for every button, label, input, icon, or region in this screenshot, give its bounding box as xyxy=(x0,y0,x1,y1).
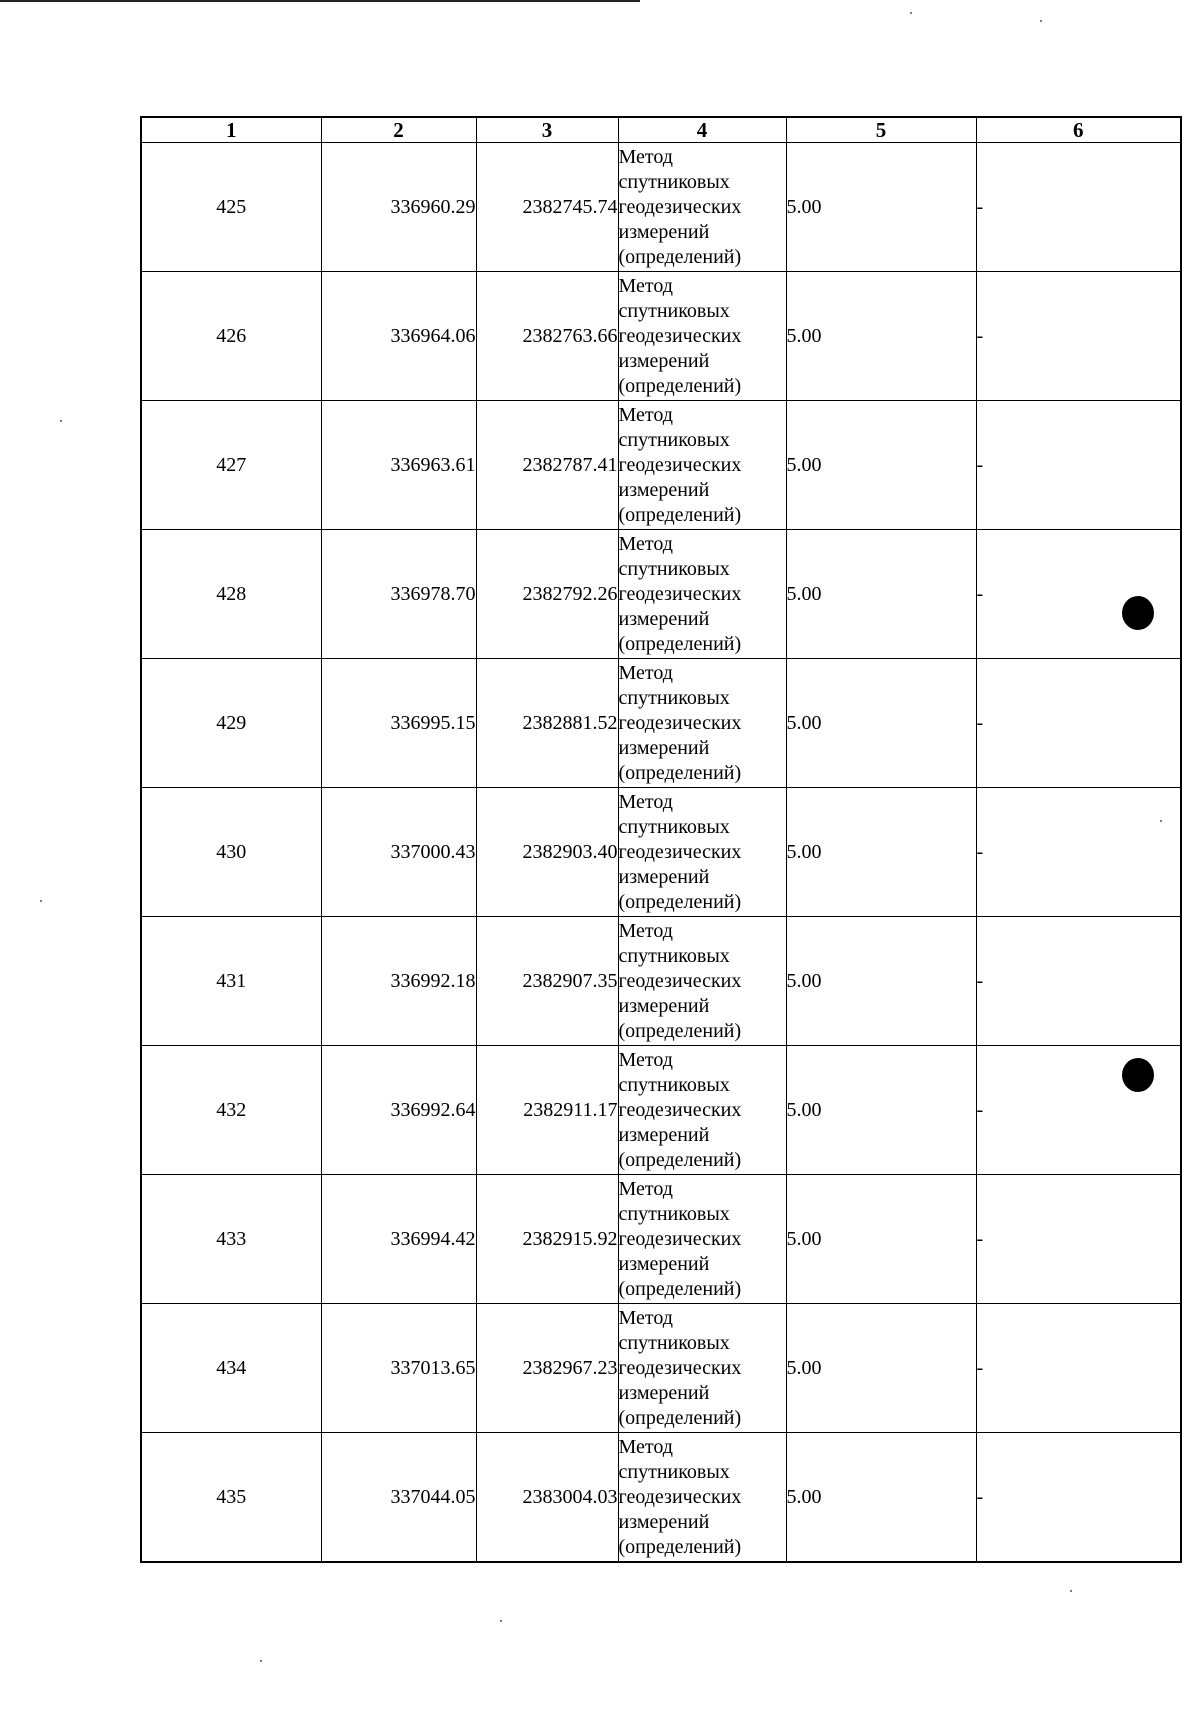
method-line: геодезических xyxy=(618,711,742,734)
table-row xyxy=(141,1046,1181,1175)
method-line: геодезических xyxy=(618,195,742,218)
note-cell: - xyxy=(976,659,1181,788)
table-row xyxy=(141,143,1181,272)
y-coordinate-cell: 2382763.66 xyxy=(476,272,618,401)
accuracy-cell: 5.00 xyxy=(786,1046,976,1175)
method-line: измерений xyxy=(618,607,710,630)
method-line: измерений xyxy=(618,1510,710,1533)
method-line: спутниковых xyxy=(618,944,730,967)
method-line: (определений) xyxy=(618,632,742,655)
y-coordinate-cell: 2382911.17 xyxy=(476,1046,618,1175)
table-row xyxy=(141,917,1181,1046)
y-coordinate-cell: 2382787.41 xyxy=(476,401,618,530)
accuracy-cell: 5.00 xyxy=(786,1433,976,1563)
y-coordinate-cell: 2382745.74 xyxy=(476,143,618,272)
accuracy-cell: 5.00 xyxy=(786,1175,976,1304)
note-cell: - xyxy=(976,143,1181,272)
method-line: спутниковых xyxy=(618,170,730,193)
method-line: геодезических xyxy=(618,324,742,347)
table-row xyxy=(141,401,1181,530)
method-line: спутниковых xyxy=(618,1202,730,1225)
x-coordinate-cell: 336994.42 xyxy=(321,1175,476,1304)
x-coordinate-cell: 337044.05 xyxy=(321,1433,476,1563)
scan-speck xyxy=(1040,20,1042,22)
x-coordinate-cell: 336995.15 xyxy=(321,659,476,788)
column-header: 1 xyxy=(141,117,321,143)
table-row xyxy=(141,530,1181,659)
method-line: геодезических xyxy=(618,969,742,992)
coordinates-table xyxy=(140,116,1182,1563)
method-line: спутниковых xyxy=(618,428,730,451)
x-coordinate-cell: 336960.29 xyxy=(321,143,476,272)
method-line: геодезических xyxy=(618,1485,742,1508)
scan-speck xyxy=(500,1620,502,1622)
table-body xyxy=(141,143,1181,1563)
accuracy-cell: 5.00 xyxy=(786,659,976,788)
note-cell: - xyxy=(976,272,1181,401)
method-cell xyxy=(618,272,786,401)
note-cell: - xyxy=(976,1304,1181,1433)
method-line: Метод xyxy=(618,532,673,555)
column-header: 2 xyxy=(321,117,476,143)
method-cell xyxy=(618,401,786,530)
point-number-cell: 433 xyxy=(141,1175,321,1304)
y-coordinate-cell: 2383004.03 xyxy=(476,1433,618,1563)
method-line: измерений xyxy=(618,349,710,372)
method-line: Метод xyxy=(618,1435,673,1458)
table-row xyxy=(141,1175,1181,1304)
method-line: (определений) xyxy=(618,374,742,397)
accuracy-cell: 5.00 xyxy=(786,788,976,917)
method-line: Метод xyxy=(618,790,673,813)
method-line: геодезических xyxy=(618,582,742,605)
ink-blot xyxy=(1122,596,1154,630)
method-line: Метод xyxy=(618,1177,673,1200)
x-coordinate-cell: 336978.70 xyxy=(321,530,476,659)
method-line: геодезических xyxy=(618,840,742,863)
top-scan-edge-line xyxy=(0,0,640,2)
note-cell: - xyxy=(976,788,1181,917)
column-header: 6 xyxy=(976,117,1181,143)
y-coordinate-cell: 2382792.26 xyxy=(476,530,618,659)
method-line: Метод xyxy=(618,145,673,168)
point-number-cell: 426 xyxy=(141,272,321,401)
y-coordinate-cell: 2382915.92 xyxy=(476,1175,618,1304)
method-line: спутниковых xyxy=(618,1331,730,1354)
y-coordinate-cell: 2382881.52 xyxy=(476,659,618,788)
method-line: Метод xyxy=(618,403,673,426)
method-line: геодезических xyxy=(618,1356,742,1379)
method-line: Метод xyxy=(618,661,673,684)
accuracy-cell: 5.00 xyxy=(786,143,976,272)
table-row xyxy=(141,272,1181,401)
x-coordinate-cell: 336963.61 xyxy=(321,401,476,530)
method-line: (определений) xyxy=(618,1406,742,1429)
method-cell xyxy=(618,788,786,917)
method-line: спутниковых xyxy=(618,815,730,838)
column-header: 4 xyxy=(618,117,786,143)
method-line: измерений xyxy=(618,220,710,243)
method-line: (определений) xyxy=(618,503,742,526)
x-coordinate-cell: 336992.18 xyxy=(321,917,476,1046)
x-coordinate-cell: 336992.64 xyxy=(321,1046,476,1175)
method-line: Метод xyxy=(618,1306,673,1329)
method-line: измерений xyxy=(618,1123,710,1146)
point-number-cell: 430 xyxy=(141,788,321,917)
point-number-cell: 425 xyxy=(141,143,321,272)
table-row xyxy=(141,1433,1181,1563)
method-line: измерений xyxy=(618,865,710,888)
point-number-cell: 428 xyxy=(141,530,321,659)
method-line: геодезических xyxy=(618,1098,742,1121)
y-coordinate-cell: 2382903.40 xyxy=(476,788,618,917)
point-number-cell: 429 xyxy=(141,659,321,788)
method-cell xyxy=(618,530,786,659)
point-number-cell: 434 xyxy=(141,1304,321,1433)
method-line: (определений) xyxy=(618,1535,742,1558)
accuracy-cell: 5.00 xyxy=(786,401,976,530)
method-line: измерений xyxy=(618,994,710,1017)
accuracy-cell: 5.00 xyxy=(786,272,976,401)
method-line: Метод xyxy=(618,1048,673,1071)
method-line: (определений) xyxy=(618,890,742,913)
accuracy-cell: 5.00 xyxy=(786,917,976,1046)
column-header: 3 xyxy=(476,117,618,143)
method-cell xyxy=(618,1304,786,1433)
method-cell xyxy=(618,143,786,272)
scan-speck xyxy=(910,12,912,14)
header-row xyxy=(141,117,1181,143)
method-line: Метод xyxy=(618,919,673,942)
method-line: измерений xyxy=(618,1381,710,1404)
table-header xyxy=(141,117,1181,143)
method-line: геодезических xyxy=(618,453,742,476)
accuracy-cell: 5.00 xyxy=(786,530,976,659)
method-line: измерений xyxy=(618,736,710,759)
y-coordinate-cell: 2382967.23 xyxy=(476,1304,618,1433)
table-row xyxy=(141,1304,1181,1433)
method-cell xyxy=(618,659,786,788)
point-number-cell: 427 xyxy=(141,401,321,530)
method-line: (определений) xyxy=(618,1148,742,1171)
table-row xyxy=(141,788,1181,917)
point-number-cell: 432 xyxy=(141,1046,321,1175)
method-line: измерений xyxy=(618,478,710,501)
note-cell: - xyxy=(976,530,1181,659)
method-line: спутниковых xyxy=(618,557,730,580)
method-line: (определений) xyxy=(618,1277,742,1300)
method-line: измерений xyxy=(618,1252,710,1275)
method-cell xyxy=(618,1175,786,1304)
method-line: спутниковых xyxy=(618,686,730,709)
method-line: спутниковых xyxy=(618,1460,730,1483)
note-cell: - xyxy=(976,1433,1181,1563)
method-line: геодезических xyxy=(618,1227,742,1250)
method-line: (определений) xyxy=(618,245,742,268)
note-cell: - xyxy=(976,1046,1181,1175)
point-number-cell: 431 xyxy=(141,917,321,1046)
scan-speck xyxy=(1160,820,1162,822)
note-cell: - xyxy=(976,401,1181,530)
method-line: спутниковых xyxy=(618,299,730,322)
y-coordinate-cell: 2382907.35 xyxy=(476,917,618,1046)
x-coordinate-cell: 336964.06 xyxy=(321,272,476,401)
point-number-cell: 435 xyxy=(141,1433,321,1563)
accuracy-cell: 5.00 xyxy=(786,1304,976,1433)
method-line: (определений) xyxy=(618,761,742,784)
method-line: Метод xyxy=(618,274,673,297)
method-line: (определений) xyxy=(618,1019,742,1042)
method-cell xyxy=(618,917,786,1046)
x-coordinate-cell: 337000.43 xyxy=(321,788,476,917)
scan-speck xyxy=(260,1660,262,1662)
scan-speck xyxy=(60,420,62,422)
note-cell: - xyxy=(976,1175,1181,1304)
scan-speck xyxy=(1070,1590,1072,1592)
note-cell: - xyxy=(976,917,1181,1046)
method-cell xyxy=(618,1046,786,1175)
method-line: спутниковых xyxy=(618,1073,730,1096)
ink-blot xyxy=(1122,1058,1154,1092)
column-header: 5 xyxy=(786,117,976,143)
x-coordinate-cell: 337013.65 xyxy=(321,1304,476,1433)
table-row xyxy=(141,659,1181,788)
method-cell xyxy=(618,1433,786,1563)
scan-speck xyxy=(40,900,42,902)
